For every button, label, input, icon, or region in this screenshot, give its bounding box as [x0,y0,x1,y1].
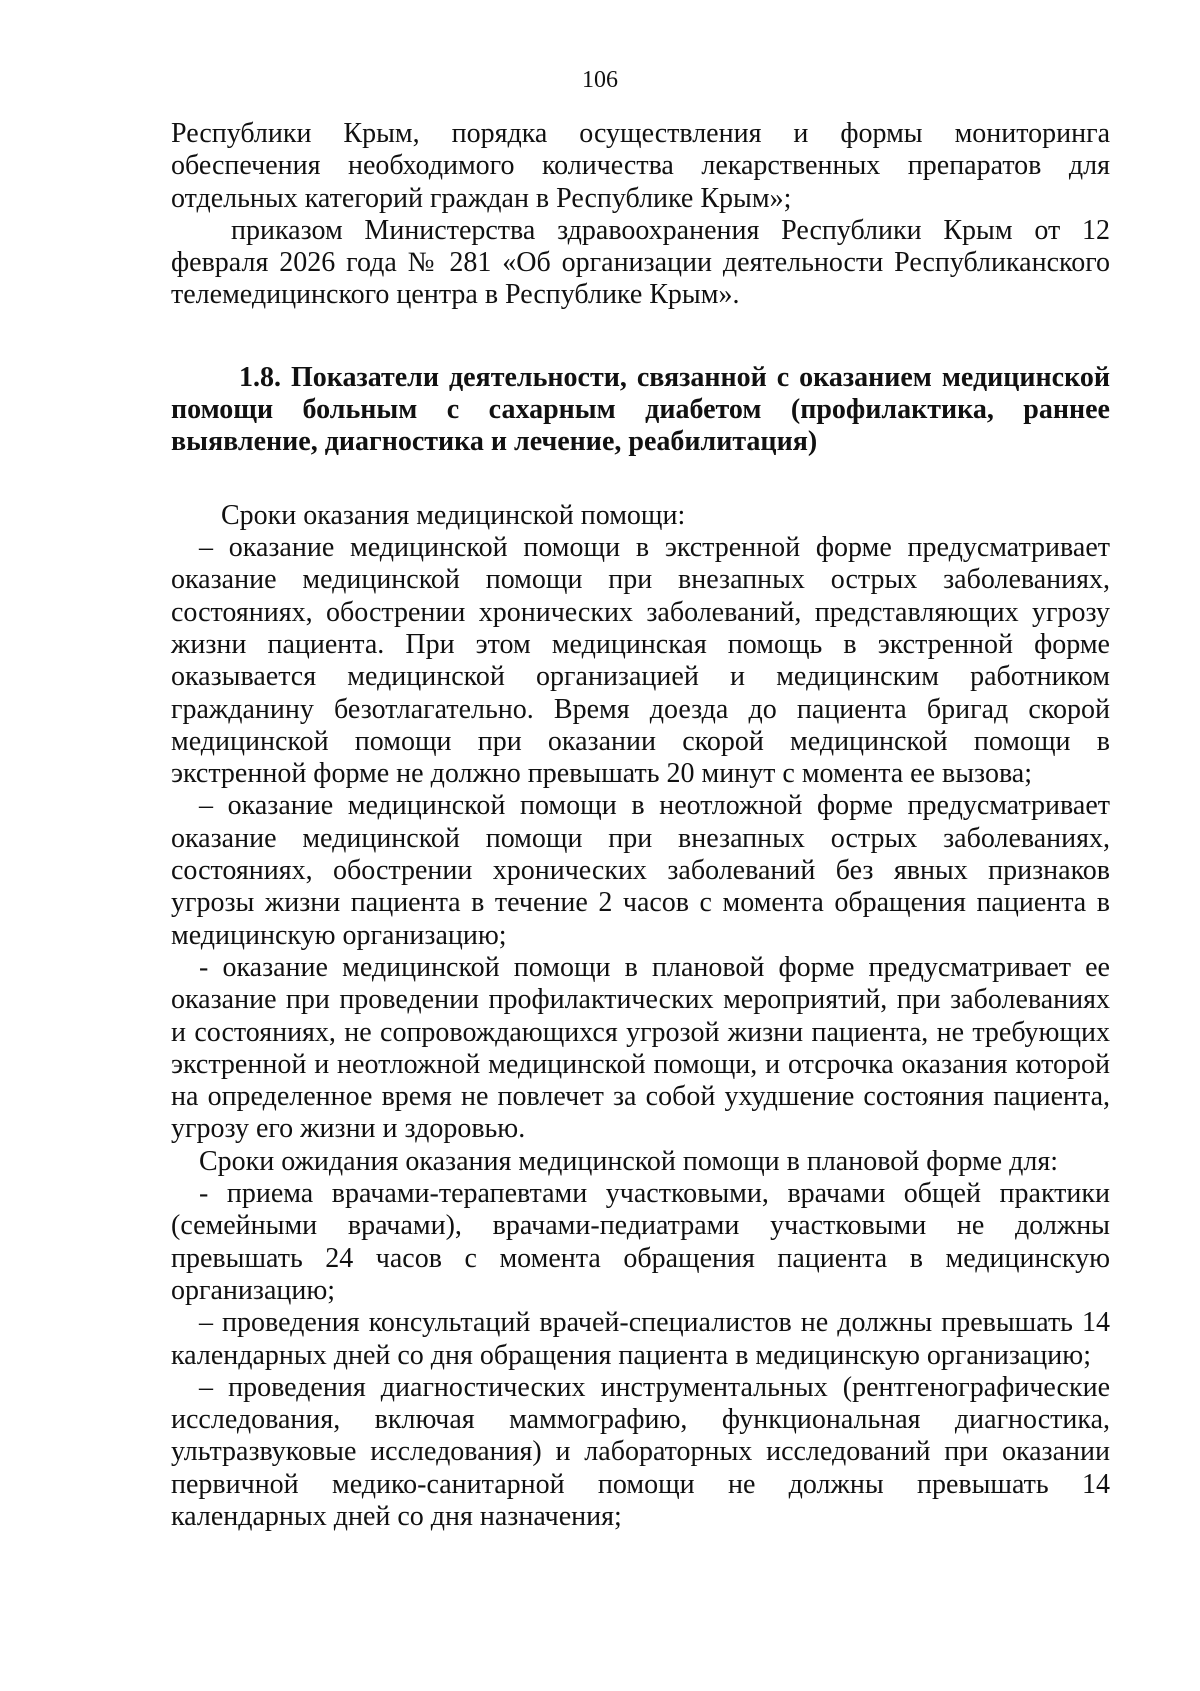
intro-paragraph-1: Республики Крым, порядка осуществления и формы мониторинга обеспечения необходимого количества лекарственных препаратов для отдельных категорий граждан в Республике Крым»; [171,118,1110,214]
waiting-item-diagnostics: – проведения диагностических инструментальных (рентгенографические исследования, включая маммографию, функциональная диагностика, ультразвуковые исследования) и лабораторных исследований при оказании первичной медико-санитарной помощи не должны превышать 14 календарных дней со дня назначения; [171,1371,1110,1532]
waiting-heading: Сроки ожидания оказания медицинской помощи в плановой форме для: [199,1145,1058,1177]
spacer [171,458,1110,500]
page-number: 106 [582,67,618,93]
terms-item-urgent: – оказание медицинской помощи в неотложной форме предусматривает оказание медицинской помощи при внезапных острых заболеваниях, состояниях, обострении хронических заболеваний без явных признаков угрозы жизни пациента в течение 2 часов с момента обращения пациента в медицинскую организацию; [171,790,1110,951]
waiting-item-specialists: – проведения консультаций врачей-специалистов не должны превышать 14 календарных дней со дня обращения пациента в медицинскую организацию; [171,1307,1110,1371]
terms-item-planned: - оказание медицинской помощи в плановой форме предусматривает ее оказание при проведении профилактических мероприятий, при заболеваниях и состояниях, не сопровождающихся угрозой жизни пациента, не требующих экстренной и неотложной медицинской помощи, и отсрочка оказания которой на определенное время не повлечет за собой ухудшение состояния пациента, угрозу его жизни и здоровью. [171,951,1110,1145]
section-heading: 1.8. Показатели деятельности, связанной с оказанием медицинской помощи больным с сахарным диабетом (профилактика, раннее выявление, диагностика и лечение, реабилитация) [171,361,1110,457]
terms-heading: Сроки оказания медицинской помощи: [221,499,686,531]
intro-paragraph-2: приказом Министерства здравоохранения Республики Крым от 12 февраля 2026 года № 281 «Об организации деятельности Республиканского телемедицинского центра в Республике Крым». [171,214,1110,311]
waiting-item-therapists: - приема врачами-терапевтами участковыми, врачами общей практики (семейными врачами), врачами-педиатрами участковыми не должны превышать 24 часов с момента обращения пациента в медицинскую организацию; [171,1178,1110,1306]
terms-item-emergency: – оказание медицинской помощи в экстренной форме предусматривает оказание медицинской помощи при внезапных острых заболеваниях, состояниях, обострении хронических заболеваний, представляющих угрозу жизни пациента. При этом медицинская помощь в экстренной форме оказывается медицинской организацией и медицинским работником гражданину безотлагательно. Время доезда до пациента бригад скорой медицинской помощи при оказании скорой медицинской помощи в экстренной форме не должно превышать 20 минут с момента ее вызова; [171,532,1110,790]
